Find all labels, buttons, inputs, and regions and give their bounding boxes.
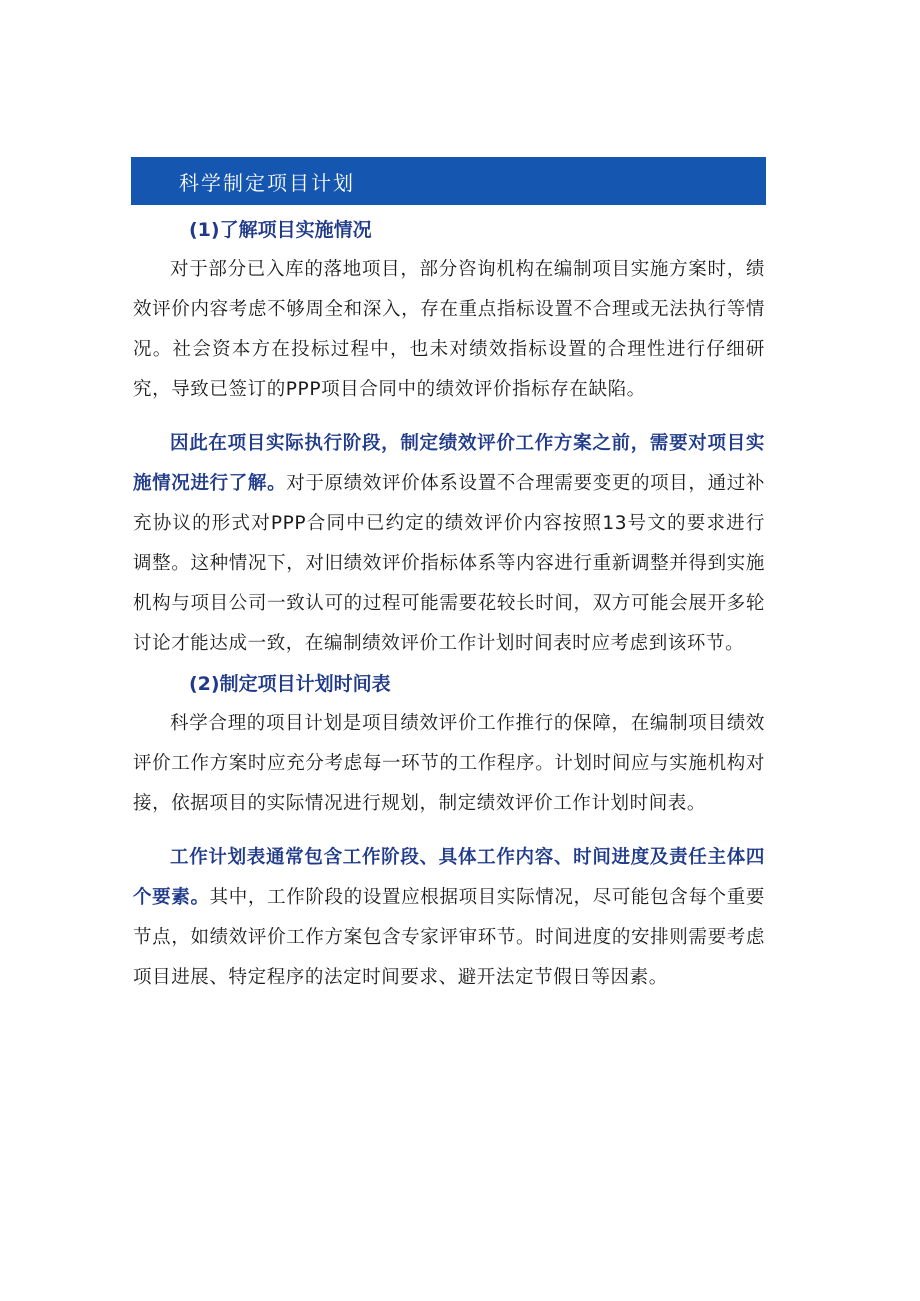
- document-body: [133, 210, 765, 998]
- paragraph-2: [133, 424, 765, 664]
- banner-title: 科学制定项目计划: [179, 170, 355, 195]
- section-heading-1: (1)了解项目实施情况: [189, 219, 372, 241]
- paragraph-text: 其中，工作阶段的设置应根据项目实际情况，尽可能包含每个重要节点，如绩效评价工作方案包含专家评审环节。时间进度的安排则需要考虑项目进展、特定程序的法定时间要求、避开法定节假日等因素。: [133, 887, 766, 988]
- paragraph-1: 对于部分已入库的落地项目，部分咨询机构在编制项目实施方案时，绩效评价内容考虑不够周全和深入，存在重点指标设置不合理或无法执行等情况。社会资本方在投标过程中，也未对绩效指标设置的合理性进行仔细研究，导致已签订的PPP项目合同中的绩效评价指标存在缺陷。: [133, 259, 765, 400]
- emphasis-text: 因此在项目实际执行阶段，制定绩效评价工作方案之前，需要对项目实施情况进行了解。: [133, 433, 765, 494]
- section-banner: [131, 157, 766, 205]
- paragraph-3: 科学合理的项目计划是项目绩效评价工作推行的保障，在编制项目绩效评价工作方案时应充分考虑每一环节的工作程序。计划时间应与实施机构对接，依据项目的实际情况进行规划，制定绩效评价工作计划时间表。: [133, 713, 765, 814]
- section-heading-2: (2)制定项目计划时间表: [189, 673, 391, 695]
- emphasis-text: 工作计划表通常包含工作阶段、具体工作内容、时间进度及责任主体四个要素。: [133, 847, 765, 908]
- paragraph-text: 对于原绩效评价体系设置不合理需要变更的项目，通过补充协议的形式对PPP合同中已约定的绩效评价内容按照13号文的要求进行调整。这种情况下，对旧绩效评价指标体系等内容进行重新调整并得到实施机构与项目公司一致认可的过程可能需要花较长时间，双方可能会展开多轮讨论才能达成一致，在编制绩效评价工作计划时间表时应考虑到该环节。: [133, 473, 765, 654]
- paragraph-4: [133, 838, 765, 998]
